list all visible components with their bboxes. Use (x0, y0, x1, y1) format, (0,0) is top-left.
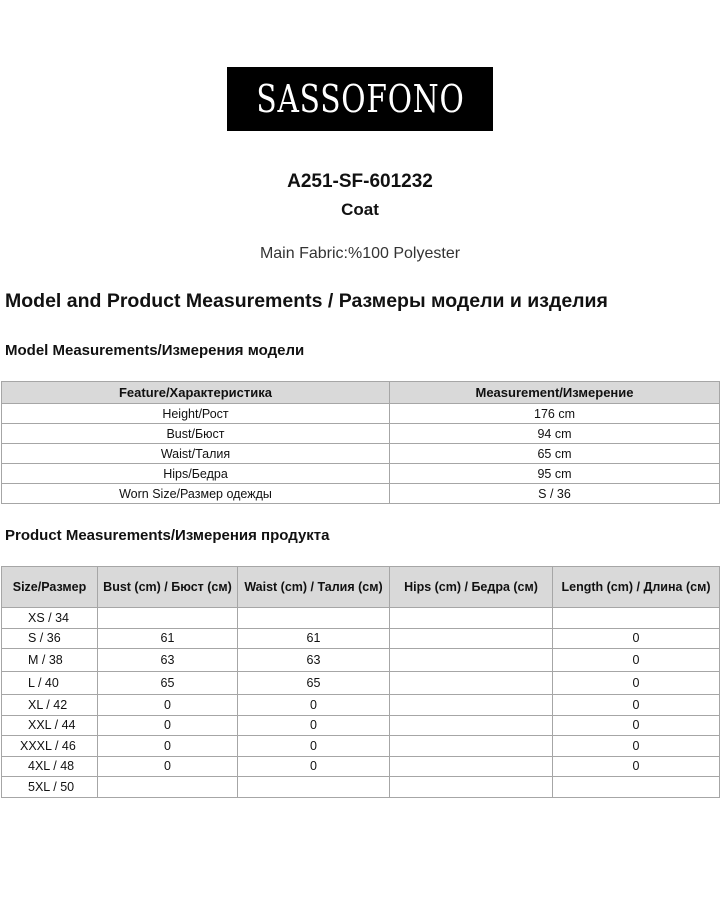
feature-cell: Height/Рост (2, 404, 390, 424)
table-row (2, 608, 720, 629)
product-measurements-table (1, 566, 720, 798)
bust-cell: 0 (98, 736, 238, 757)
column-header-hips: Hips (cm) / Бедра (см) (390, 567, 553, 608)
waist-cell: 63 (238, 649, 390, 672)
measurement-cell: 65 cm (390, 444, 720, 464)
length-cell: 0 (553, 672, 720, 695)
size-cell: 4XL / 48 (2, 756, 98, 777)
size-cell: 5XL / 50 (2, 777, 98, 798)
measurement-cell: 176 cm (390, 404, 720, 424)
product-type: Coat (341, 200, 379, 219)
length-cell: 0 (553, 695, 720, 716)
waist-cell: 61 (238, 628, 390, 649)
length-cell (553, 777, 720, 798)
table-row (2, 649, 720, 672)
table-header-row (2, 382, 720, 404)
length-cell: 0 (553, 756, 720, 777)
measurement-cell: 95 cm (390, 464, 720, 484)
table-header-row (2, 567, 720, 608)
table-row (2, 404, 720, 424)
bust-cell (98, 608, 238, 629)
bust-cell: 0 (98, 756, 238, 777)
table-row (2, 444, 720, 464)
size-cell: S / 36 (2, 628, 98, 649)
table-row (2, 672, 720, 695)
table-row (2, 424, 720, 444)
size-cell: XXL / 44 (2, 715, 98, 736)
bust-cell: 0 (98, 715, 238, 736)
waist-cell: 0 (238, 695, 390, 716)
brand-logo-text: SASSOFONO (255, 77, 465, 121)
hips-cell (390, 695, 553, 716)
bust-cell: 61 (98, 628, 238, 649)
measurement-cell: S / 36 (390, 484, 720, 504)
bust-cell: 0 (98, 695, 238, 716)
hips-cell (390, 756, 553, 777)
length-cell: 0 (553, 736, 720, 757)
column-header-length: Length (cm) / Длина (см) (553, 567, 720, 608)
column-header-feature: Feature/Характеристика (2, 382, 390, 404)
table-row (2, 736, 720, 757)
column-header-size: Size/Размер (2, 567, 98, 608)
waist-cell: 0 (238, 736, 390, 757)
measurement-cell: 94 cm (390, 424, 720, 444)
length-cell: 0 (553, 649, 720, 672)
table-row (2, 628, 720, 649)
waist-cell: 65 (238, 672, 390, 695)
hips-cell (390, 736, 553, 757)
size-cell: XS / 34 (2, 608, 98, 629)
brand-logo (227, 67, 493, 131)
size-cell: XL / 42 (2, 695, 98, 716)
hips-cell (390, 777, 553, 798)
feature-cell: Worn Size/Размер одежды (2, 484, 390, 504)
hips-cell (390, 628, 553, 649)
length-cell: 0 (553, 628, 720, 649)
table-row (2, 464, 720, 484)
column-header-waist: Waist (cm) / Талия (см) (238, 567, 390, 608)
column-header-bust: Bust (cm) / Бюст (см) (98, 567, 238, 608)
hips-cell (390, 672, 553, 695)
model-section-heading: Model Measurements/Измерения модели (5, 342, 305, 359)
column-header-measurement: Measurement/Измерение (390, 382, 720, 404)
length-cell (553, 608, 720, 629)
table-row (2, 695, 720, 716)
hips-cell (390, 608, 553, 629)
hips-cell (390, 715, 553, 736)
table-row (2, 715, 720, 736)
feature-cell: Hips/Бедра (2, 464, 390, 484)
hips-cell (390, 649, 553, 672)
waist-cell (238, 777, 390, 798)
bust-cell (98, 777, 238, 798)
table-row (2, 777, 720, 798)
bust-cell: 65 (98, 672, 238, 695)
bust-cell: 63 (98, 649, 238, 672)
model-measurements-table (1, 381, 720, 504)
fabric-composition: Main Fabric:%100 Polyester (259, 245, 461, 262)
size-cell: XXXL / 46 (2, 736, 98, 757)
waist-cell (238, 608, 390, 629)
waist-cell: 0 (238, 756, 390, 777)
size-cell: L / 40 (2, 672, 98, 695)
waist-cell: 0 (238, 715, 390, 736)
feature-cell: Bust/Бюст (2, 424, 390, 444)
feature-cell: Waist/Талия (2, 444, 390, 464)
size-cell: M / 38 (2, 649, 98, 672)
product-section-heading: Product Measurements/Измерения продукта (5, 527, 330, 544)
length-cell: 0 (553, 715, 720, 736)
table-row (2, 756, 720, 777)
page-title: Model and Product Measurements / Размеры модели и изделия (5, 290, 608, 312)
table-row (2, 484, 720, 504)
product-code: A251-SF-601232 (287, 171, 433, 192)
